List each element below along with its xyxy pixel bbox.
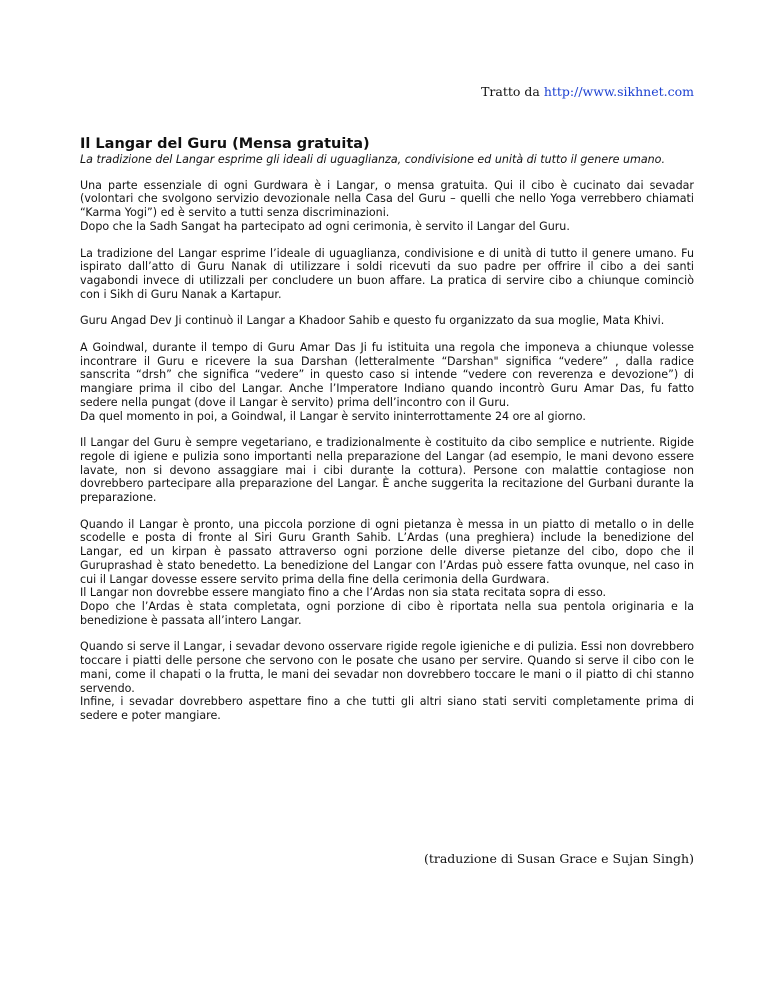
paragraph-1 [80,179,694,234]
article-body [80,135,694,736]
paragraph-line: Quando il Langar è pronto, una piccola porzione di ogni pietanza è messa in un piatto di metallo o in delle scodelle e posta di fronte al Siri Guru Granth Sahib. L’Ardas (una preghiera) include la benedizione del Langar, ed un kirpan è passato attraverso ogni porzione delle diverse pietanze del cibo, dopo che il Guruprashad è stato benedetto. La benedizione del Langar con l’Ardas può essere fatta ovunque, nel caso in cui il Langar dovesse essere servito prima della fine della cerimonia della Gurdwara. [80,517,694,586]
paragraph-3 [80,314,694,328]
paragraph-line: La tradizione del Langar esprime l’ideale di uguaglianza, condivisione e di unità di tutto il genere umano. Fu ispirato dall’atto di Guru Nanak di utilizzare i soldi ricevuti da suo padre per offrire il cibo a dei santi vagabondi invece di utilizzali per concludere un buon affare. La pratica di servire cibo a chiunque cominciò con i Sikh di Guru Nanak a Kartapur. [80,246,694,301]
paragraph-line: Dopo che la Sadh Sangat ha partecipato ad ogni cerimonia, è servito il Langar del Guru. [80,219,570,233]
paragraph-line: Da quel momento in poi, a Goindwal, il Langar è servito ininterrottamente 24 ore al giorno. [80,409,586,423]
article-title: Il Langar del Guru (Mensa gratuita) [80,136,370,152]
article-subtitle: La tradizione del Langar esprime gli ideali di uguaglianza, condivisione ed unità di tutto il genere umano. [80,153,665,166]
paragraph-line: Dopo che l’Ardas è stata completata, ogni porzione di cibo è riportata nella sua pentola originaria e la benedizione è passata all’intero Langar. [80,599,694,627]
translation-credits: (traduzione di Susan Grace e Sujan Singh) [423,851,694,866]
paragraph-line: Infine, i sevadar dovrebbero aspettare fino a che tutti gli altri siano stati serviti completamente prima di sedere e poter mangiare. [80,695,694,722]
paragraph-7 [80,640,694,722]
paragraph-4 [80,341,694,423]
paragraph-line: Quando si serve il Langar, i sevadar devono osservare rigide regole igieniche e di pulizia. Essi non dovrebbero toccare i piatti delle persone che servono con le posate che usano per servire. Quando si serve il cibo con le mani, come il chapati o la frutta, le mani dei sevadar non dovrebbero toccare le mani o il piatto di chi stanno servendo. [80,640,694,695]
paragraph-line: Il Langar non dovrebbe essere mangiato fino a che l’Ardas non sia stata recitata sopra di esso. [80,586,607,600]
source-link[interactable]: http://www.sikhnet.com [543,84,694,99]
paragraph-6 [80,518,694,628]
source-line [80,84,694,99]
paragraph-line: Una parte essenziale di ogni Gurdwara è i Langar, o mensa gratuita. Qui il cibo è cucinato dai sevadar (volontari che svolgono servizio devozionale nella Casa del Guru – quelli che nello Yoga verrebbero chiamati “Karma Yogi”) ed è servito a tutti senza discriminazioni. [80,178,694,220]
paragraph-line: A Goindwal, durante il tempo di Guru Amar Das Ji fu istituita una regola che imponeva a chiunque volesse incontrare il Guru e ricevere la sua Darshan (letteralmente “Darshan" significa “vedere” , dalla radice sanscrita “drsh” che significa “vedere” in questo caso si intende “vedere con reverenza e devozione”) di mangiare prima il cibo del Langar. Anche l’Imperatore Indiano quando incontrò Guru Amar Das, fu fatto sedere nella pungat (dove il Langar è servito) prima dell’incontro con il Guru. [80,341,694,409]
paragraph-line: Il Langar del Guru è sempre vegetariano, e tradizionalmente è costituito da cibo semplice e nutriente. Rigide regole di igiene e pulizia sono importanti nella preparazione del Langar (ad esempio, le mani devono essere lavate, non si devono assaggiare mai i cibi durante la cottura). Persone con malattie contagiose non dovrebbero partecipare alla preparazione del Langar. È anche suggerita la recitazione del Gurbani durante la preparazione. [80,436,694,505]
paragraph-5 [80,436,694,505]
source-prefix: Tratto da [481,84,544,99]
paragraph-line: Guru Angad Dev Ji continuò il Langar a Khadoor Sahib e questo fu organizzato da sua moglie, Mata Khivi. [80,314,665,328]
paragraph-2 [80,247,694,302]
